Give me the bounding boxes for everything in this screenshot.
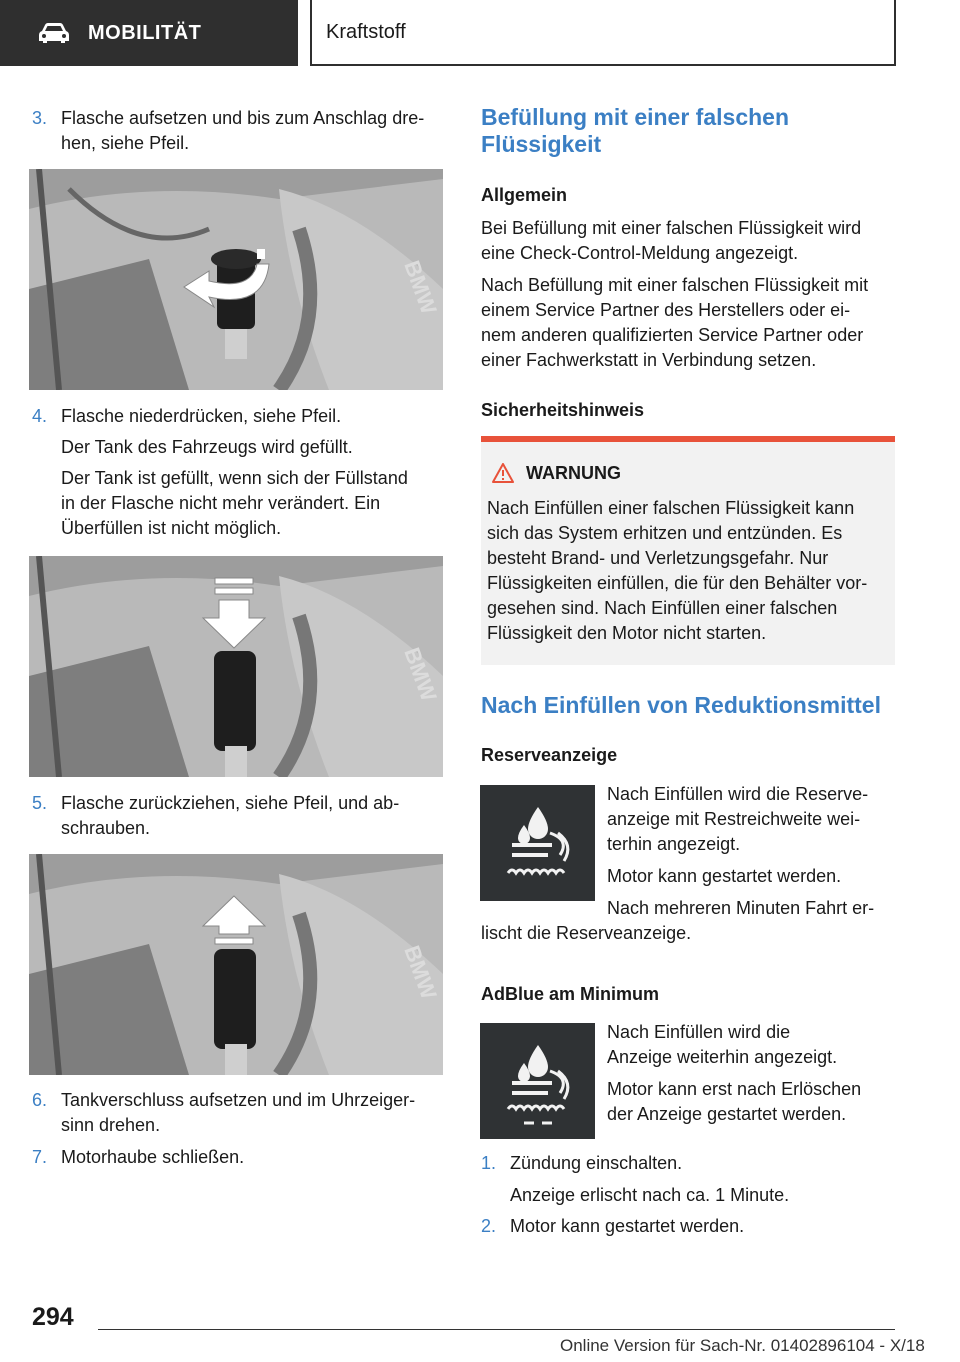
step-7 bbox=[32, 1145, 244, 1170]
step-text: hen, siehe Pfeil. bbox=[61, 133, 190, 153]
step-number: 1. bbox=[481, 1153, 497, 1173]
step-number: 5. bbox=[32, 793, 48, 813]
step-5 bbox=[32, 791, 399, 841]
step-6 bbox=[32, 1088, 415, 1138]
warning-text: Nach Einfüllen einer falschen Flüssigkeit kann sich das System erhitzen und entzünden. Es besteht Brand- und Verletzungsgefahr. Nur Flüssigkeiten einfüllen, die für den Behälter vor‐ gesehen sind. Nach Einfüllen einer falschen Flüssigkeit den Motor nicht starten. bbox=[487, 498, 868, 643]
step-4-detail: Der Tank ist gefüllt, wenn sich der Füllstand in der Flasche nicht mehr verändert. Ein Überfüllen ist nicht möglich. bbox=[61, 468, 408, 538]
reserve-expire-text-cont: lischt die Reserveanzeige. bbox=[481, 923, 692, 943]
chapter-header bbox=[310, 0, 896, 66]
section-tab bbox=[0, 0, 298, 66]
minimum-start-text: Motor kann erst nach Erlöschen der Anzeige gestartet werden. bbox=[607, 1079, 862, 1124]
minimum-text: Nach Einfüllen wird die Anzeige weiterhin angezeigt. bbox=[607, 1022, 838, 1067]
subheading-general: Allgemein bbox=[481, 185, 568, 205]
engine-photo-press bbox=[29, 556, 443, 777]
minimum-indicator-image bbox=[480, 1023, 595, 1139]
step-1 bbox=[481, 1151, 682, 1176]
paragraph-service: Nach Befüllung mit einer falschen Flüssigkeit mit einem Service Partner des Herstellers oder ei‐ nem anderen qualifizierten Service Partner oder einer Fachwerkstatt in Verbindung setzen. bbox=[481, 275, 869, 370]
warning-triangle-icon bbox=[492, 463, 514, 483]
step-text: sinn drehen. bbox=[61, 1115, 161, 1135]
paragraph-check-control: Bei Befüllung mit einer falschen Flüssigkeit wird eine Check-Control-Meldung angezeigt. bbox=[481, 218, 862, 263]
step-text: Tankverschluss aufsetzen und im Uhrzeiger‐ bbox=[61, 1090, 416, 1110]
step-number: 2. bbox=[481, 1216, 497, 1236]
step-4 bbox=[32, 404, 341, 429]
reserve-start-text: Motor kann gestartet werden. bbox=[607, 866, 842, 886]
engine-photo-turn bbox=[29, 169, 443, 390]
brand-text: BMW bbox=[399, 257, 442, 318]
chapter-title: Kraftstoff bbox=[326, 20, 406, 43]
heading-reductant: Nach Einfüllen von Reduktionsmittel bbox=[481, 692, 881, 718]
footer-divider bbox=[98, 1329, 895, 1330]
reserve-indicator-image bbox=[480, 785, 595, 901]
brand-text: BMW bbox=[399, 942, 442, 1003]
step-1-info: Anzeige erlischt nach ca. 1 Minute. bbox=[510, 1185, 790, 1205]
footer-version: Online Version für Sach-Nr. 01402896104 - X/18 bbox=[560, 1336, 925, 1355]
section-title: MOBILITÄT bbox=[88, 21, 202, 44]
page-number: 294 bbox=[32, 1303, 74, 1331]
step-number: 3. bbox=[32, 108, 48, 128]
warning-title: WARNUNG bbox=[526, 463, 621, 483]
step-3 bbox=[32, 106, 424, 156]
engine-photo-pull bbox=[29, 854, 443, 1075]
step-number: 6. bbox=[32, 1090, 48, 1110]
step-text: Zündung einschalten. bbox=[510, 1153, 683, 1173]
step-2 bbox=[481, 1214, 744, 1239]
subheading-safety: Sicherheitshinweis bbox=[481, 400, 645, 420]
step-text: schrauben. bbox=[61, 818, 151, 838]
step-number: 4. bbox=[32, 406, 48, 426]
step-text: Flasche zurückziehen, siehe Pfeil, und ab‐ bbox=[61, 793, 400, 813]
brand-text: BMW bbox=[399, 644, 442, 705]
step-number: 7. bbox=[32, 1147, 48, 1167]
step-text: Flasche niederdrücken, siehe Pfeil. bbox=[61, 406, 342, 426]
step-text: Flasche aufsetzen und bis zum Anschlag dre‐ bbox=[61, 108, 425, 128]
reserve-text: Nach Einfüllen wird die Reserve‐ anzeige mit Restreichweite wei‐ terhin angezeigt. bbox=[607, 784, 869, 854]
step-text: Motor kann gestartet werden. bbox=[510, 1216, 745, 1236]
reserve-expire-text: Nach mehreren Minuten Fahrt er‐ bbox=[607, 898, 875, 918]
step-4-info: Der Tank des Fahrzeugs wird gefüllt. bbox=[61, 437, 353, 457]
heading-wrong-fluid: Befüllung mit einer falschen Flüssigkeit bbox=[481, 104, 789, 157]
car-icon bbox=[38, 22, 70, 44]
subheading-reserve: Reserveanzeige bbox=[481, 745, 618, 765]
adblue-minimum-icon bbox=[480, 1023, 595, 1139]
subheading-minimum: AdBlue am Minimum bbox=[481, 984, 660, 1004]
step-text: Motorhaube schließen. bbox=[61, 1147, 245, 1167]
adblue-indicator-icon bbox=[480, 785, 595, 901]
